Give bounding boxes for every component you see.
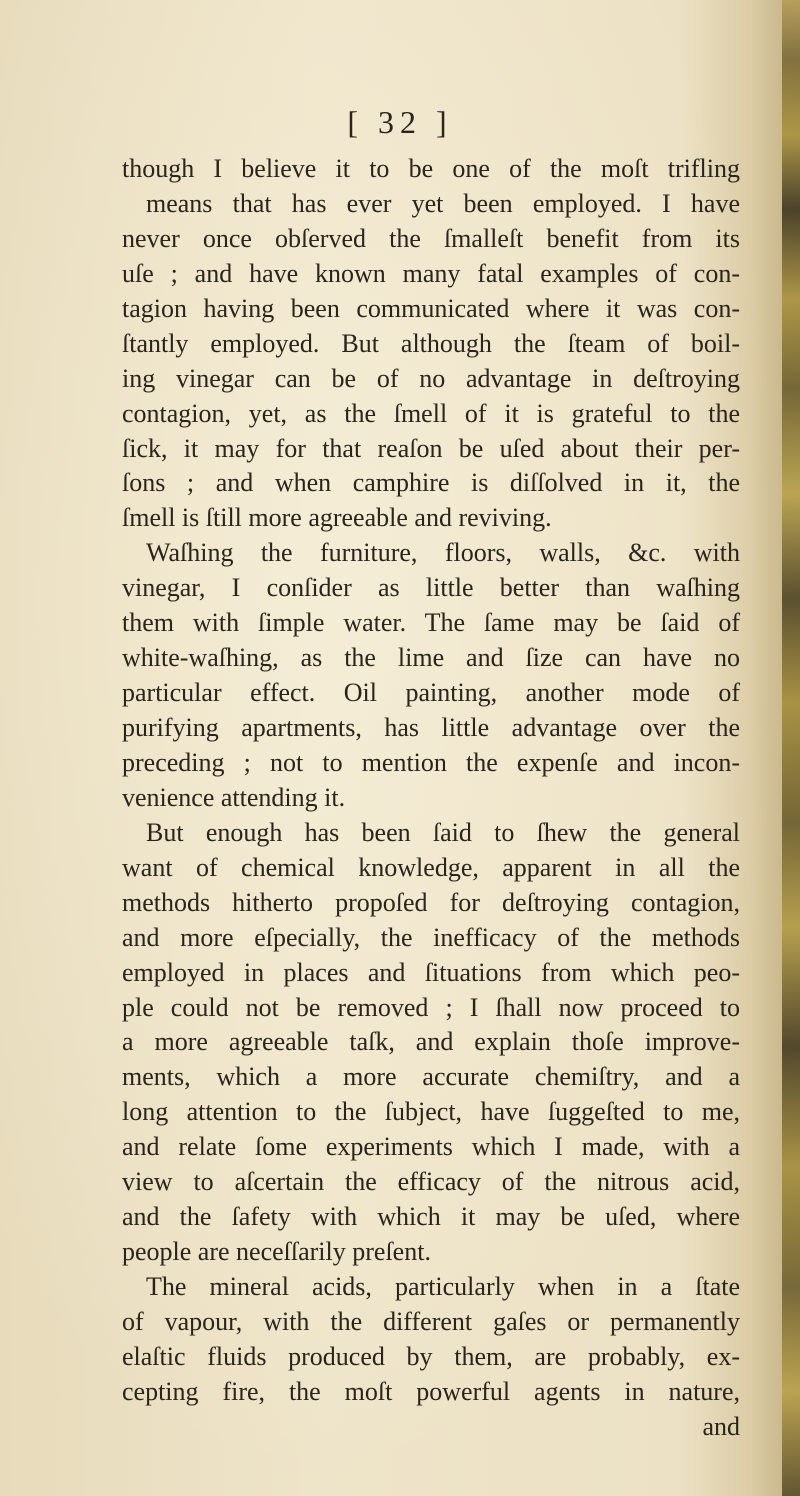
text-line: particular effect. Oil painting, another mode of <box>122 678 740 708</box>
body-text <box>122 152 740 1445</box>
text-line: ſtantly employed. But although the ſteam of boil- <box>122 328 740 358</box>
page-edge-binding <box>782 0 800 1496</box>
text-line: means that has ever yet been employed. I have <box>146 188 740 218</box>
text-line: contagion, yet, as the ſmell of it is grateful to the <box>122 398 740 428</box>
text-line: a more agreeable taſk, and explain thoſe improve- <box>122 1027 740 1057</box>
text-line: employed in places and ſituations from which peo- <box>122 957 740 987</box>
page-number-header: [ 32 ] <box>347 104 453 140</box>
text-line: and the ſafety with which it may be uſed, where <box>122 1202 740 1232</box>
text-line: and more eſpecially, the inefficacy of the methods <box>122 922 740 952</box>
text-line: them with ſimple water. The ſame may be ſaid of <box>122 608 740 638</box>
text-line: never once obſerved the ſmalleſt benefit from its <box>122 223 740 253</box>
text-line: But enough has been ſaid to ſhew the general <box>146 817 740 847</box>
text-line: ſmell is ſtill more agreeable and reviving. <box>122 503 552 533</box>
text-line: and relate ſome experiments which I made, with a <box>122 1132 740 1162</box>
text-line: white-waſhing, as the lime and ſize can have no <box>122 643 740 673</box>
text-line: preceding ; not to mention the expenſe and incon- <box>122 747 740 777</box>
text-line: The mineral acids, particularly when in a ſtate <box>146 1272 740 1301</box>
text-line: vinegar, I conſider as little better than waſhing <box>122 573 740 603</box>
text-line: though I believe it to be one of the moſt trifling <box>122 154 740 183</box>
text-line: ments, which a more accurate chemiſtry, and a <box>122 1062 740 1092</box>
catchword: and <box>702 1411 740 1441</box>
text-line: tagion having been communicated where it was con- <box>122 293 740 323</box>
text-line: view to aſcertain the efficacy of the nitrous acid, <box>122 1167 740 1197</box>
text-line: ing vinegar can be of no advantage in deſtroying <box>122 363 740 393</box>
text-line: purifying apartments, has little advantage over the <box>122 713 740 742</box>
text-line: want of chemical knowledge, apparent in all the <box>122 852 740 882</box>
text-line: cepting fire, the moſt powerful agents in nature, <box>122 1376 740 1406</box>
page-edge-shadow <box>752 0 782 1496</box>
text-line: elaſtic fluids produced by them, are probably, ex- <box>122 1341 740 1371</box>
text-line: people are neceſſarily preſent. <box>122 1237 431 1267</box>
text-line: of vapour, with the different gaſes or permanently <box>122 1306 740 1336</box>
text-line: ſons ; and when camphire is diſſolved in it, the <box>122 468 740 498</box>
text-line: ple could not be removed ; I ſhall now proceed to <box>122 992 740 1022</box>
text-line: venience attending it. <box>122 782 346 812</box>
text-line: ſick, it may for that reaſon be uſed about their per- <box>122 433 740 463</box>
text-line: methods hitherto propoſed for deſtroying contagion, <box>122 887 740 917</box>
text-line: uſe ; and have known many fatal examples of con- <box>122 258 740 288</box>
text-line: long attention to the ſubject, have ſuggeſted to me, <box>122 1097 740 1127</box>
text-line: Waſhing the furniture, floors, walls, &c. with <box>146 538 740 568</box>
